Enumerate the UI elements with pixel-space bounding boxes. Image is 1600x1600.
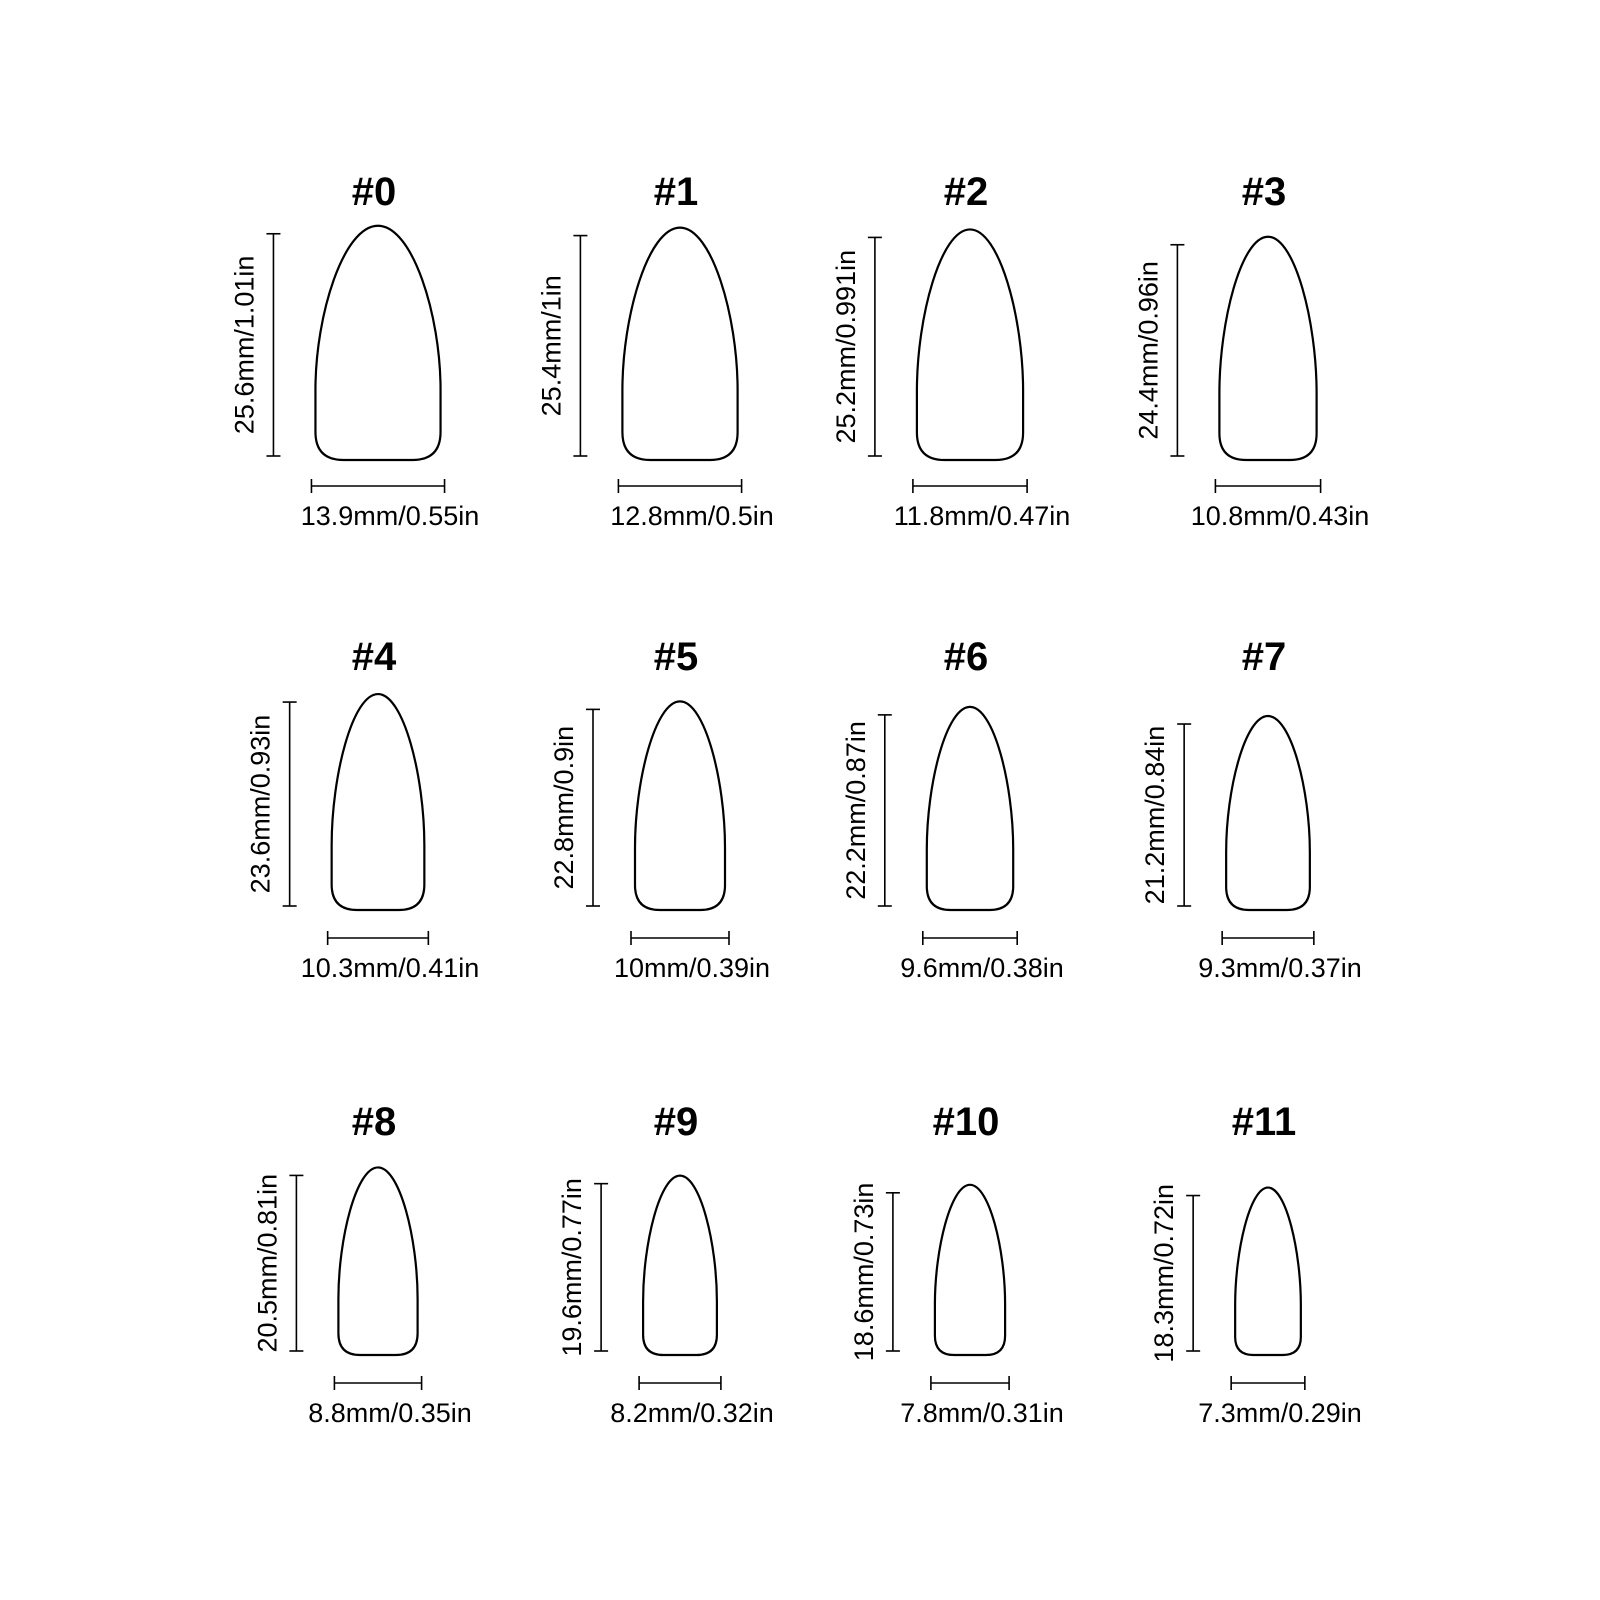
size-label: #9 <box>653 1100 699 1144</box>
width-bar <box>913 479 1027 493</box>
size-label: #0 <box>351 170 397 214</box>
width-bar <box>631 931 729 945</box>
width-bar <box>334 1376 421 1390</box>
nail-shape <box>643 1176 717 1355</box>
width-label: 7.3mm/0.29in <box>1198 1398 1362 1428</box>
length-bar <box>594 1184 608 1351</box>
nail-5 <box>549 635 770 983</box>
width-label: 9.3mm/0.37in <box>1198 953 1362 983</box>
length-bar <box>266 234 280 456</box>
length-label: 25.4mm/1in <box>536 275 567 417</box>
nail-11 <box>1149 1100 1362 1428</box>
length-label: 18.6mm/0.73in <box>848 1182 879 1362</box>
length-bar <box>886 1193 900 1351</box>
length-bar <box>1186 1196 1200 1351</box>
size-label: #2 <box>943 170 989 214</box>
length-label: 22.8mm/0.9in <box>549 725 579 890</box>
width-bar <box>923 931 1017 945</box>
size-label: #3 <box>1241 170 1287 214</box>
length-label: 20.5mm/0.81in <box>252 1173 283 1353</box>
length-bar <box>289 1175 303 1351</box>
width-label: 7.8mm/0.31in <box>900 1398 1064 1428</box>
width-label: 10mm/0.39in <box>613 953 771 983</box>
nail-shape <box>1226 716 1310 910</box>
size-label: #11 <box>1231 1100 1297 1144</box>
nail-shape <box>332 694 425 910</box>
size-label: #7 <box>1241 635 1287 679</box>
length-label: 18.3mm/0.72in <box>1149 1183 1180 1363</box>
size-label: #4 <box>351 635 397 679</box>
nail-9 <box>557 1100 774 1428</box>
size-label: #6 <box>943 635 989 679</box>
nail-shape <box>1235 1188 1301 1355</box>
nail-shape <box>338 1167 417 1355</box>
width-label: 8.2mm/0.32in <box>610 1398 774 1428</box>
length-label: 25.2mm/0.991in <box>830 249 861 444</box>
width-bar <box>311 479 444 493</box>
width-bar <box>1222 931 1314 945</box>
width-label: 8.8mm/0.35in <box>308 1398 472 1428</box>
length-bar <box>1170 245 1184 456</box>
length-bar <box>878 715 892 906</box>
nail-3 <box>1133 170 1369 531</box>
width-bar <box>618 479 741 493</box>
length-bar <box>586 709 600 906</box>
nail-6 <box>841 635 1064 983</box>
size-label: #1 <box>653 170 699 214</box>
width-label: 13.9mm/0.55in <box>300 501 480 531</box>
nail-0 <box>229 170 479 531</box>
length-bar <box>573 236 587 456</box>
length-label: 23.6mm/0.93in <box>245 714 276 894</box>
size-label: #10 <box>932 1100 1000 1144</box>
length-label: 21.2mm/0.84in <box>1140 725 1171 905</box>
nail-2 <box>831 170 1070 531</box>
length-label: 24.4mm/0.96in <box>1133 261 1164 440</box>
width-label: 11.8mm/0.47in <box>893 501 1071 531</box>
length-bar <box>1177 724 1191 906</box>
length-label: 19.6mm/0.77in <box>557 1178 588 1357</box>
nail-shape <box>935 1185 1005 1355</box>
length-bar <box>283 702 297 906</box>
nail-shape <box>1219 237 1316 460</box>
nail-7 <box>1140 635 1362 983</box>
width-label: 12.8mm/0.5in <box>610 501 774 531</box>
nail-shape <box>315 226 440 460</box>
nail-shape <box>917 229 1023 460</box>
width-bar <box>639 1376 721 1390</box>
nail-4 <box>246 635 480 983</box>
length-bar <box>868 237 882 456</box>
width-bar <box>328 931 429 945</box>
length-label: 22.2mm/0.87in <box>840 721 871 900</box>
length-label: 25.6mm/1.01in <box>229 255 260 435</box>
width-label: 9.6mm/0.38in <box>900 953 1064 983</box>
nail-10 <box>849 1100 1064 1428</box>
nail-shape <box>622 228 737 460</box>
nail-8 <box>252 1100 471 1428</box>
width-bar <box>931 1376 1009 1390</box>
size-label: #5 <box>653 635 699 679</box>
size-label: #8 <box>351 1100 397 1144</box>
width-label: 10.8mm/0.43in <box>1190 501 1370 531</box>
width-bar <box>1215 479 1320 493</box>
width-label: 10.3mm/0.41in <box>300 953 480 983</box>
nail-shape <box>927 707 1013 910</box>
nail-1 <box>536 170 773 531</box>
nail-shape <box>635 701 725 910</box>
width-bar <box>1231 1376 1305 1390</box>
